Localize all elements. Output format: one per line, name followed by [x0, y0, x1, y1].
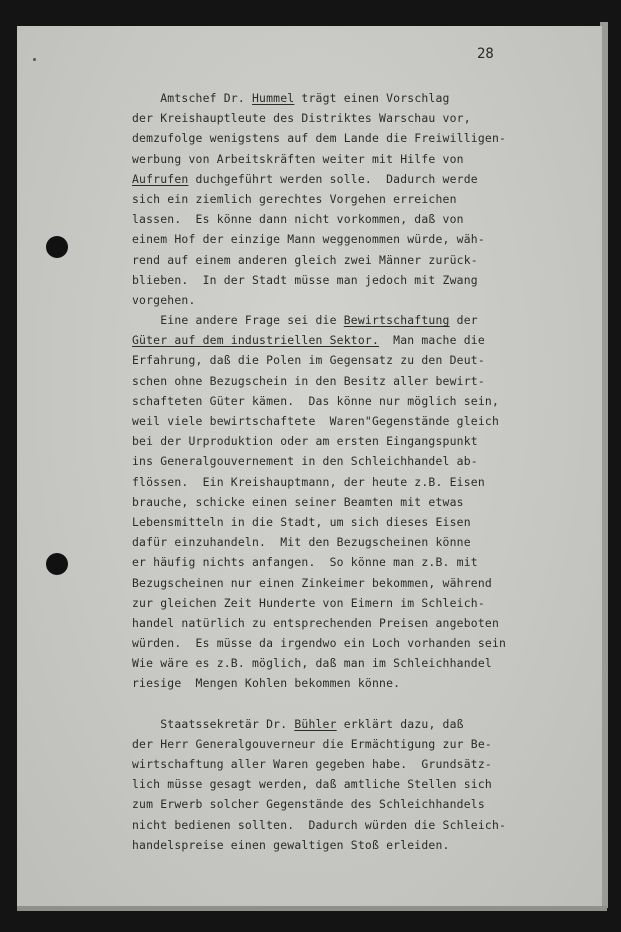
text-segment: schen ohne Bezugschein in den Besitz aller bewirt-: [132, 373, 485, 388]
underlined-term: Aufrufen: [132, 171, 189, 186]
text-segment: er häufig nichts anfangen. So könne man z.B. mit: [132, 555, 478, 570]
text-segment: wirtschaftung aller Waren gegeben habe. Grundsätz-: [132, 757, 492, 771]
text-segment: einem Hof der einzige Mann weggenommen würde, wäh-: [132, 232, 485, 247]
text-segment: Amtschef Dr.: [132, 91, 252, 105]
text-segment: werbung von Arbeitskräften weiter mit Hilfe von: [132, 151, 464, 166]
text-line: [132, 512, 572, 532]
text-line: [132, 673, 572, 693]
paper-speck: [33, 58, 36, 61]
text-segment: würden. Es müsse da irgendwo ein Loch vorhanden sein: [132, 636, 507, 651]
text-segment: zur gleichen Zeit Hunderte von Eimern im Schleich-: [132, 595, 485, 610]
text-line: [132, 492, 572, 512]
text-line: [132, 391, 572, 411]
text-segment: brauche, schicke einen seiner Beamten mit etwas: [132, 494, 464, 509]
text-line: [132, 815, 572, 835]
typed-text-body: [132, 88, 572, 855]
text-segment: lich müsse gesagt werden, daß amtliche Stellen sich: [132, 777, 492, 792]
text-line: [132, 149, 572, 169]
text-segment: Man mache die: [379, 333, 485, 348]
text-line: [132, 88, 572, 108]
text-segment: zum Erwerb solcher Gegenstände des Schleichhandels: [132, 797, 485, 812]
text-segment: handel natürlich zu entsprechenden Preisen angeboten: [132, 615, 500, 630]
underlined-term: Bühler: [294, 716, 337, 731]
text-segment: der Herr Generalgouverneur die Ermächtigung zur Be-: [132, 736, 492, 751]
text-segment: lassen. Es könne dann nicht vorkommen, daß von: [132, 212, 464, 227]
text-line: [132, 431, 572, 451]
text-line: [132, 290, 572, 310]
text-line: [132, 451, 572, 471]
text-line: [132, 350, 572, 370]
text-line: [132, 229, 572, 249]
text-line: [132, 310, 572, 330]
text-line: [132, 128, 572, 148]
text-segment: riesige Mengen Kohlen bekommen könne.: [132, 676, 401, 691]
text-segment: demzufolge wenigstens auf dem Lande die Freiwilligen-: [132, 131, 507, 146]
text-line: [132, 371, 572, 391]
text-line: [132, 774, 572, 794]
text-line: [132, 552, 572, 572]
text-line: [132, 593, 572, 613]
text-line: [132, 714, 572, 734]
text-line: [132, 330, 572, 350]
text-segment: Wie wäre es z.B. möglich, daß man im Schleichhandel: [132, 656, 492, 671]
underlined-term: Güter auf dem industriellen Sektor.: [132, 333, 380, 348]
text-line: [132, 734, 572, 754]
text-segment: duchgeführt werden solle. Dadurch werde: [188, 171, 478, 186]
text-line: [132, 411, 572, 431]
paragraph-gap: [132, 694, 572, 714]
page-number: 28: [477, 46, 494, 62]
text-line: [132, 633, 572, 653]
punch-hole-top: [46, 236, 68, 258]
text-line: [132, 270, 572, 290]
text-segment: bei der Urproduktion oder am ersten Eingangspunkt: [132, 434, 478, 449]
page-bottom-edge: [17, 906, 607, 911]
text-segment: erklärt dazu, daß: [336, 716, 464, 731]
text-segment: nicht bedienen sollten. Dadurch würden die Schleich-: [132, 817, 507, 832]
text-line: [132, 532, 572, 552]
text-segment: blieben. In der Stadt müsse man jedoch mit Zwang: [132, 272, 478, 287]
text-line: [132, 209, 572, 229]
text-line: [132, 653, 572, 673]
text-line: [132, 250, 572, 270]
text-segment: trägt einen Vorschlag: [294, 91, 450, 105]
text-segment: Erfahrung, daß die Polen im Gegensatz zu den Deut-: [132, 353, 485, 368]
text-line: [132, 108, 572, 128]
text-segment: dafür einzuhandeln. Mit den Bezugscheinen könne: [132, 535, 471, 550]
text-segment: der Kreishauptleute des Distriktes Warschau vor,: [132, 111, 471, 126]
underlined-term: Bewirtschaftung: [343, 313, 450, 328]
text-segment: schafteten Güter kämen. Das könne nur möglich sein,: [132, 393, 500, 408]
underlined-term: Hummel: [251, 91, 295, 105]
text-line: [132, 573, 572, 593]
text-line: [132, 835, 572, 855]
text-line: [132, 472, 572, 492]
text-line: [132, 189, 572, 209]
text-segment: sich ein ziemlich gerechtes Vorgehen erreichen: [132, 191, 457, 206]
text-segment: handelspreise einen gewaltigen Stoß erleiden.: [132, 837, 450, 852]
text-line: [132, 754, 572, 774]
text-segment: Eine andere Frage sei die: [132, 313, 344, 328]
text-line: [132, 613, 572, 633]
punch-hole-bottom: [46, 553, 68, 575]
text-segment: rend auf einem anderen gleich zwei Männer zurück-: [132, 252, 478, 267]
text-segment: Staatssekretär Dr.: [132, 716, 295, 731]
text-segment: weil viele bewirtschaftete Waren"Gegenstände gleich: [132, 414, 500, 428]
text-line: [132, 794, 572, 814]
text-segment: vorgehen.: [132, 292, 196, 307]
text-segment: Lebensmitteln in die Stadt, um sich dieses Eisen: [132, 514, 471, 529]
text-segment: Bezugscheinen nur einen Zinkeimer bekommen, während: [132, 575, 492, 590]
text-segment: flössen. Ein Kreishauptmann, der heute z.B. Eisen: [132, 474, 485, 489]
text-line: [132, 169, 572, 189]
text-segment: ins Generalgouvernement in den Schleichhandel ab-: [132, 454, 478, 469]
text-segment: der: [449, 313, 478, 328]
